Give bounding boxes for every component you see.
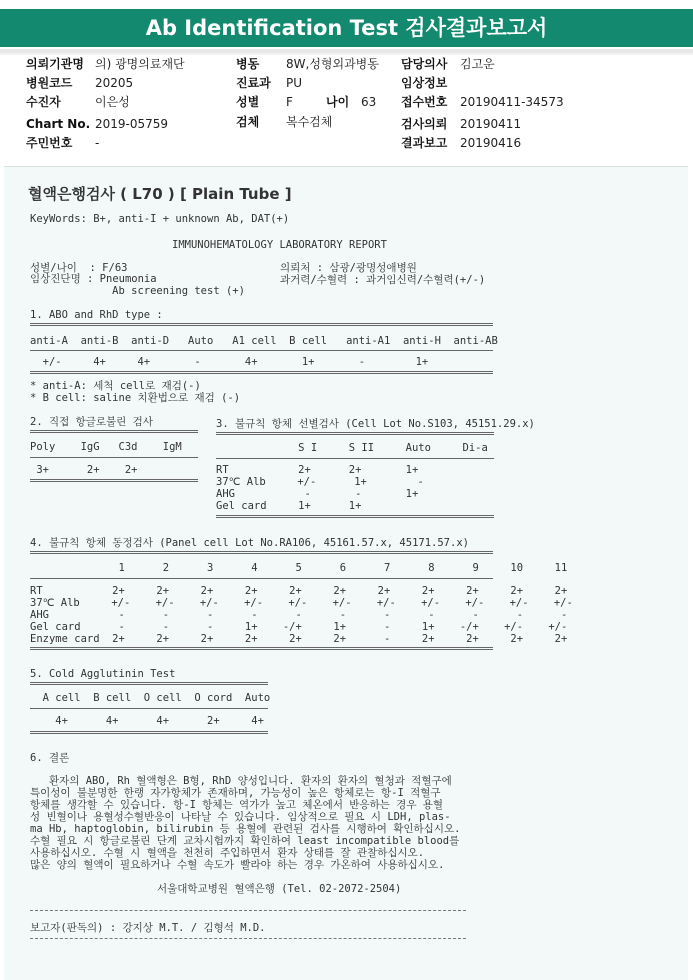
chart-no-value: 2019-05759 — [95, 117, 169, 131]
clinical-info-label: 임상정보 — [401, 76, 448, 90]
section5-header-rule — [30, 708, 268, 709]
section4-title: 4. 불규칙 항체 동정검사 (Panel cell Lot No.RA106, 45161.57.x, 45171.57.x) — [30, 537, 469, 549]
department-value: PU — [286, 76, 303, 90]
section3-top-rule — [216, 432, 494, 435]
section3-title: 3. 불규칙 항체 선별검사 (Cell Lot No.S103, 45151.29.x) — [216, 418, 535, 430]
patient-info-diagnosis: 임상진단명 : Pneumonia — [30, 273, 157, 285]
sex-value: F — [286, 95, 293, 109]
section4-top-rule — [30, 551, 493, 554]
section4-row-ahg: AHG - - - - - - - - - - - — [30, 609, 568, 621]
hospital-name-label: 의뢰기관명 — [26, 57, 84, 71]
request-date-value: 20190411 — [460, 117, 522, 131]
header-hospital-code — [26, 75, 134, 91]
section1-title: 1. ABO and RhD type : — [30, 309, 163, 321]
report-date-label: 결과보고 — [401, 136, 448, 150]
section3-row-37c-alb: 37℃ Alb +/- 1+ - — [216, 476, 424, 488]
section3-row-rt: RT 2+ 2+ 1+ — [216, 464, 419, 476]
section4-row-37c-alb: 37℃ Alb +/- +/- +/- +/- +/- +/- +/- +/- +/- +/- +/- — [30, 597, 573, 609]
section3-row-ahg: AHG - - 1+ — [216, 488, 419, 500]
resident-no-value: - — [95, 136, 100, 150]
header-request-date — [401, 116, 522, 132]
section4-header-rule — [30, 578, 493, 579]
specimen-value: 복수검체 — [286, 115, 333, 129]
section4-row-rt: RT 2+ 2+ 2+ 2+ 2+ 2+ 2+ 2+ 2+ 2+ 2+ — [30, 585, 568, 597]
section1-note-anti-a: * anti-A: 세척 cell로 재검(-) — [30, 380, 201, 392]
report-title-banner — [0, 9, 693, 47]
doctor-value: 김고운 — [460, 57, 495, 71]
patient-info-ab-screening: Ab screening test (+) — [30, 285, 245, 297]
section3-header-rule — [216, 458, 494, 459]
section2-top-rule — [30, 430, 198, 433]
hospital-contact: 서울대학교병원 혈액은행 (Tel. 02-2072-2504) — [157, 883, 402, 895]
doctor-label: 담당의사 — [401, 57, 448, 71]
conclusion-line-2: 특이성이 불분명한 한랭 자가항체가 존재하며, 가능성이 높은 항체로는 항-I 적혈구 — [30, 787, 441, 799]
chart-no-label: Chart No. — [26, 117, 91, 131]
section2-bottom-rule — [30, 479, 198, 482]
specimen-label: 검체 — [236, 115, 260, 129]
section1-values: +/- 4+ 4+ - 4+ 1+ - 1+ — [30, 356, 429, 368]
keywords: KeyWords: B+, anti-I + unknown Ab, DAT(+) — [30, 213, 290, 225]
section2-header: Poly IgG C3d IgM — [30, 441, 182, 453]
resident-no-label: 주민번호 — [26, 136, 73, 150]
header-clinical-info — [401, 75, 447, 91]
section1-header-rule — [30, 350, 493, 351]
header-resident-no — [26, 135, 100, 151]
section4-row-gel-card: Gel card - - - 1+ -/+ 1+ - 1+ -/+ +/- +/- — [30, 621, 568, 633]
section2-title: 2. 직접 항글로불린 검사 — [30, 416, 153, 428]
sheet-title: 혈액은행검사 ( L70 ) [ Plain Tube ] — [28, 185, 292, 203]
section4-header: 1 2 3 4 5 6 7 8 9 10 11 — [30, 562, 568, 574]
section4-row-enzyme-card: Enzyme card 2+ 2+ 2+ 2+ 2+ 2+ - 2+ 2+ 2+ 2+ — [30, 633, 568, 645]
patient-info-sex-age: 성별/나이 : F/63 — [30, 262, 128, 274]
header-chart-no — [26, 116, 169, 132]
section3-row-gel-card: Gel card 1+ 1+ — [216, 500, 362, 512]
section5-values: 4+ 4+ 4+ 2+ 4+ — [30, 715, 264, 727]
section5-title: 5. Cold Agglutinin Test — [30, 668, 176, 680]
header-department — [236, 75, 303, 91]
header-receipt-no — [401, 94, 564, 110]
reporter: 보고자(판독의) : 강지상 M.T. / 김형석 M.D. — [30, 922, 266, 934]
header-ward — [236, 56, 379, 72]
reporter-top-rule — [30, 910, 466, 911]
receipt-no-label: 접수번호 — [401, 95, 448, 109]
conclusion-line-7: 사용하십시오. 수혈 시 혈액을 천천히 주입하면서 환자 상태를 잘 관찰하십시오. — [30, 847, 425, 859]
conclusion-line-8: 많은 양의 혈액이 필요하거나 수혈 속도가 빨라야 하는 경우 가온하여 사용하십시오. — [30, 859, 445, 871]
header-doctor — [401, 56, 495, 72]
section6-title: 6. 결론 — [30, 752, 70, 764]
header-sex — [236, 94, 293, 110]
header-specimen — [236, 114, 333, 130]
section1-header: anti-A anti-B anti-D Auto A1 cell B cell anti-A1 anti-H anti-AB — [30, 335, 498, 347]
conclusion-line-3: 항체를 생각할 수 있습니다. 항-I 항체는 역가가 높고 체온에서 반응하는 경우 용혈 — [30, 799, 444, 811]
referral-institution: 의뢰처 : 삼광/광명성애병원 — [280, 262, 417, 274]
section3-header: S I S II Auto Di-a — [216, 442, 488, 454]
section4-bottom-rule — [30, 647, 493, 650]
sex-label: 성별 — [236, 95, 260, 109]
section1-note-b-cell: * B cell: saline 치환법으로 재검 (-) — [30, 392, 241, 404]
section1-top-rule — [30, 323, 493, 326]
header-patient — [26, 94, 130, 110]
section2-header-rule — [30, 457, 198, 458]
hospital-code-label: 병원코드 — [26, 76, 73, 90]
header-report-date — [401, 135, 522, 151]
section2-values: 3+ 2+ 2+ — [30, 464, 138, 476]
ward-label: 병동 — [236, 57, 260, 71]
age-value: 63 — [361, 95, 377, 109]
request-date-label: 검사의뢰 — [401, 117, 448, 131]
department-label: 진료과 — [236, 76, 271, 90]
patient-value: 이은성 — [95, 95, 130, 109]
hospital-name-value: 의) 광명의료재단 — [95, 57, 185, 71]
section5-bottom-rule — [30, 731, 268, 734]
reporter-bottom-rule — [30, 938, 466, 939]
report-title: Ab Identification Test 검사결과보고서 — [145, 16, 548, 40]
conclusion-line-4: 성 빈혈이나 용혈성수혈반응이 나타날 수 있습니다. 임상적으로 필요 시 LDH, plas- — [30, 811, 451, 823]
lab-report-title: IMMUNOHEMATOLOGY LABORATORY REPORT — [172, 239, 387, 251]
age-label: 나이 — [326, 95, 350, 109]
section1-bottom-rule — [30, 371, 493, 374]
section5-header: A cell B cell O cell O cord Auto — [30, 692, 271, 704]
header-age — [326, 94, 377, 110]
conclusion-line-1: 환자의 ABO, Rh 혈액형은 B형, RhD 양성입니다. 환자의 환자의 혈청과 적혈구에 — [30, 775, 452, 787]
receipt-no-value: 20190411-34573 — [460, 95, 564, 109]
patient-label: 수진자 — [26, 95, 61, 109]
ward-value: 8W,성형외과병동 — [286, 57, 379, 71]
section5-top-rule — [30, 682, 268, 685]
report-date-value: 20190416 — [460, 136, 522, 150]
conclusion-line-5: ma Hb, haptoglobin, bilirubin 등 용혈에 관련된 검사를 시행하여 확인하십시오. — [30, 823, 461, 835]
header-hospital-name — [26, 56, 185, 72]
conclusion-line-6: 수혈 필요 시 항글로불린 단계 교차시험까지 확인하여 least incompatible blood를 — [30, 835, 460, 847]
banner-divider — [0, 49, 693, 55]
transfusion-history: 과거력/수혈력 : 과거임신력/수혈력(+/-) — [280, 274, 486, 286]
hospital-code-value: 20205 — [95, 76, 134, 90]
section3-bottom-rule — [216, 515, 494, 518]
